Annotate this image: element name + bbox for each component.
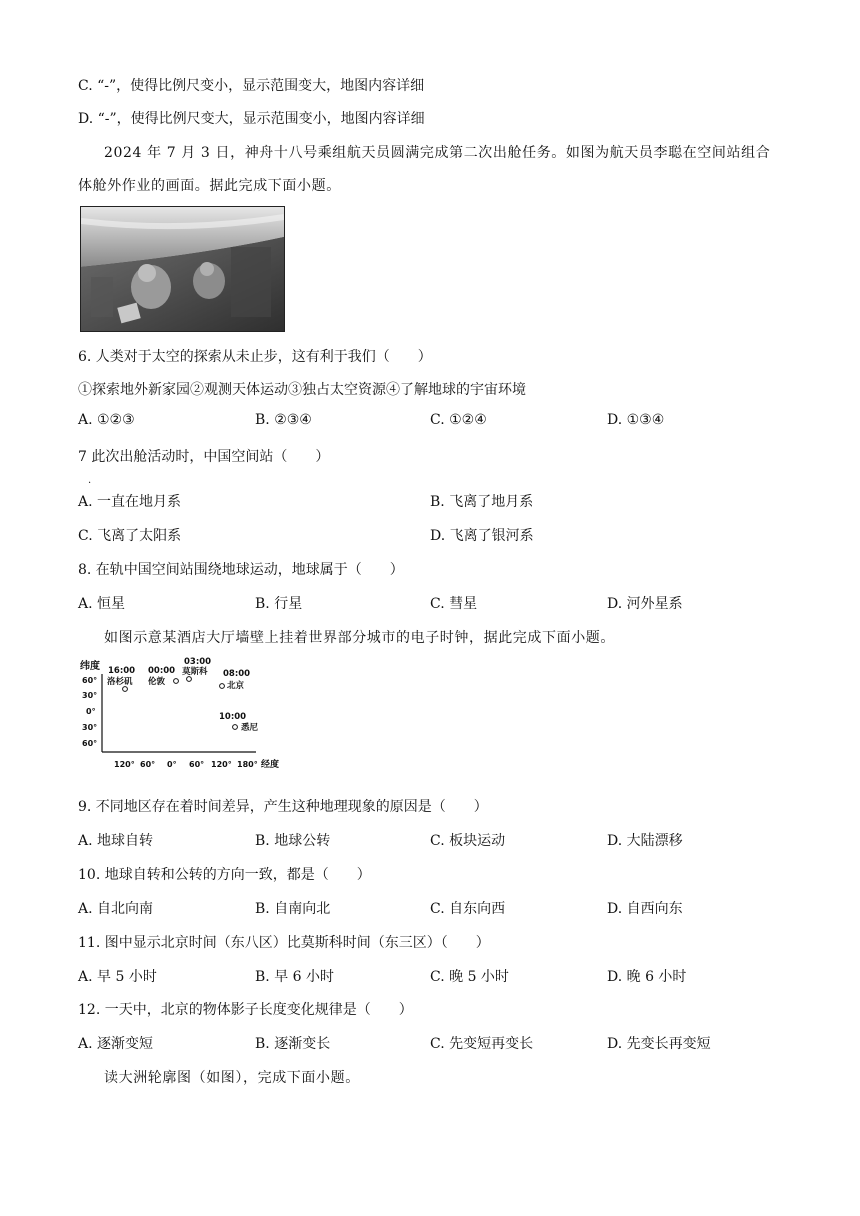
x-tick: 120° — [114, 760, 135, 769]
question-12-option-d[interactable]: D. 先变长再变短 — [607, 1036, 711, 1052]
city-name-sydney: 悉尼 — [241, 723, 259, 733]
y-tick: 0° — [86, 707, 96, 716]
question-6-option-c[interactable]: C. ①②④ — [430, 412, 487, 428]
option-d-prev: D. “-”，使得比例尺变大，显示范围变小，地图内容详细 — [78, 111, 425, 127]
y-tick: 60° — [82, 739, 98, 748]
intro-paragraph-3: 读大洲轮廓图（如图），完成下面小题。 — [104, 1070, 360, 1086]
x-tick: 60° — [140, 760, 156, 769]
city-time-sydney: 10:00 — [219, 712, 247, 722]
intro-paragraph-line1: 2024 年 7 月 3 日，神舟十八号乘组航天员圆满完成第二次出舱任务。如图为航天员李聪在空间站组合 — [104, 145, 771, 161]
astronaut-spacewalk-photo — [80, 206, 285, 332]
question-7-option-d[interactable]: D. 飞离了银河系 — [430, 528, 534, 544]
question-11-option-c[interactable]: C. 晚 5 小时 — [430, 969, 509, 985]
question-7-option-b[interactable]: B. 飞离了地月系 — [430, 494, 534, 510]
question-7-option-c[interactable]: C. 飞离了太阳系 — [78, 528, 182, 544]
question-6-option-d[interactable]: D. ①③④ — [607, 412, 665, 428]
city-time-los-angeles: 16:00 — [108, 666, 136, 676]
question-12-option-b[interactable]: B. 逐渐变长 — [255, 1036, 331, 1052]
option-c-prev: C. “-”，使得比例尺变小，显示范围变大，地图内容详细 — [78, 78, 425, 94]
city-marker-london — [174, 679, 179, 684]
question-8-option-c[interactable]: C. 彗星 — [430, 596, 478, 612]
question-12-option-c[interactable]: C. 先变短再变长 — [430, 1036, 534, 1052]
question-6-stem: 6. 人类对于太空的探索从未止步，这有利于我们（ ） — [78, 349, 432, 365]
question-11-option-d[interactable]: D. 晚 6 小时 — [607, 969, 687, 985]
question-7-mark: . — [88, 475, 92, 486]
question-9-option-d[interactable]: D. 大陆漂移 — [607, 833, 683, 849]
city-name-los-angeles: 洛杉矶 — [107, 677, 133, 687]
question-8-option-b[interactable]: B. 行星 — [255, 596, 303, 612]
y-axis-title: 纬度 — [80, 661, 100, 672]
question-8-option-d[interactable]: D. 河外星系 — [607, 596, 683, 612]
question-10-option-b[interactable]: B. 自南向北 — [255, 901, 331, 917]
x-tick: 0° — [167, 760, 177, 769]
question-6-option-b[interactable]: B. ②③④ — [255, 412, 312, 428]
x-tick: 120° — [211, 760, 232, 769]
x-axis-title: 经度 — [261, 760, 280, 770]
question-7-stem: 7 此次出舱活动时，中国空间站（ ） — [78, 449, 330, 465]
x-tick: 180° — [237, 760, 258, 769]
question-9-option-c[interactable]: C. 板块运动 — [430, 833, 506, 849]
question-10-option-a[interactable]: A. 自北向南 — [78, 901, 154, 917]
question-9-stem: 9. 不同地区存在着时间差异，产生这种地理现象的原因是（ ） — [78, 799, 488, 815]
city-time-moscow: 03:00 — [184, 657, 212, 667]
question-6-option-a[interactable]: A. ①②③ — [78, 412, 135, 428]
y-tick: 60° — [82, 676, 98, 685]
y-tick: 30° — [82, 691, 98, 700]
question-8-option-a[interactable]: A. 恒星 — [78, 596, 126, 612]
city-time-beijing: 08:00 — [223, 669, 251, 679]
world-clock-figure — [78, 654, 288, 774]
question-12-option-a[interactable]: A. 逐渐变短 — [78, 1036, 154, 1052]
question-11-stem: 11. 图中显示北京时间（东八区）比莫斯科时间（东三区）（ ） — [78, 935, 490, 951]
question-11-option-a[interactable]: A. 早 5 小时 — [78, 969, 157, 985]
city-marker-los-angeles — [123, 687, 128, 692]
intro-paragraph-2: 如图示意某酒店大厅墙壁上挂着世界部分城市的电子时钟，据此完成下面小题。 — [104, 630, 615, 646]
question-12-stem: 12. 一天中，北京的物体影子长度变化规律是（ ） — [78, 1002, 413, 1018]
question-6-items: ①探索地外新家园②观测天体运动③独占太空资源④了解地球的宇宙环境 — [78, 382, 526, 398]
city-time-london: 00:00 — [148, 666, 176, 676]
city-marker-beijing — [220, 684, 225, 689]
city-name-beijing: 北京 — [227, 681, 245, 691]
x-tick: 60° — [189, 760, 205, 769]
city-name-moscow: 莫斯科 — [182, 667, 208, 677]
question-9-option-b[interactable]: B. 地球公转 — [255, 833, 331, 849]
y-tick: 30° — [82, 723, 98, 732]
city-marker-moscow — [187, 677, 192, 682]
city-marker-sydney — [233, 725, 238, 730]
question-8-stem: 8. 在轨中国空间站围绕地球运动，地球属于（ ） — [78, 562, 404, 578]
question-7-option-a[interactable]: A. 一直在地月系 — [78, 494, 182, 510]
intro-paragraph-line2: 体舱外作业的画面。据此完成下面小题。 — [78, 178, 341, 194]
question-11-option-b[interactable]: B. 早 6 小时 — [255, 969, 334, 985]
question-9-option-a[interactable]: A. 地球自转 — [78, 833, 154, 849]
question-10-stem: 10. 地球自转和公转的方向一致，都是（ ） — [78, 867, 371, 883]
question-10-option-c[interactable]: C. 自东向西 — [430, 901, 506, 917]
city-name-london: 伦敦 — [148, 677, 166, 687]
question-10-option-d[interactable]: D. 自西向东 — [607, 901, 683, 917]
